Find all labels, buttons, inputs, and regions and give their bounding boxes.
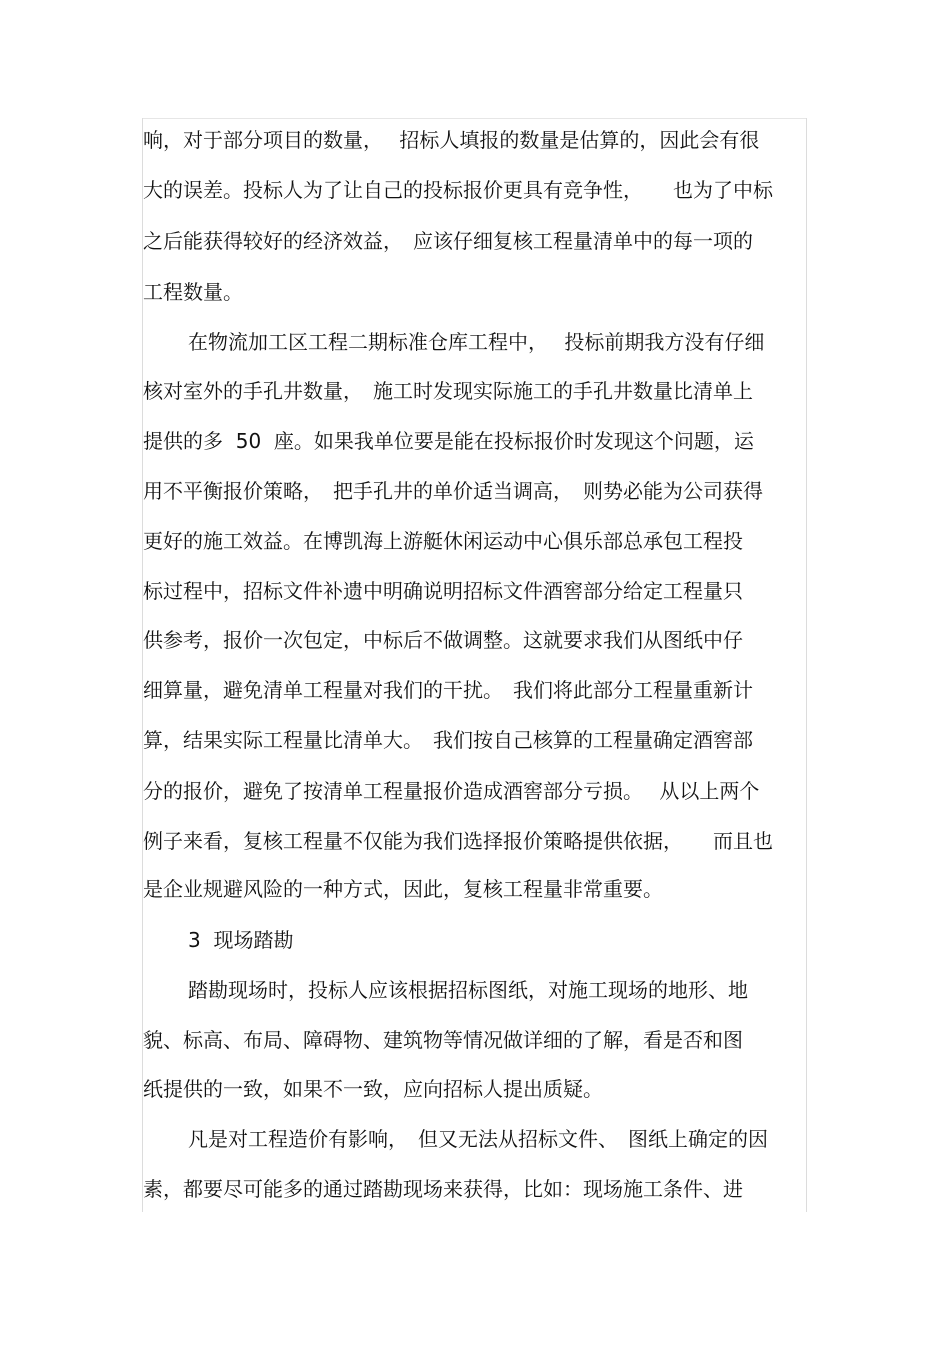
text-line: 细算量，避免清单工程量对我们的干扰。 我们将此部分工程量重新计: [143, 678, 753, 702]
text-line: 响，对于部分项目的数量， 招标人填报的数量是估算的，因此会有很: [143, 128, 760, 152]
text-line: 供参考，报价一次包定，中标后不做调整。这就要求我们从图纸中仔: [143, 628, 743, 652]
text-line: 分的报价，避免了按清单工程量报价造成酒窖部分亏损。 从以上两个: [143, 779, 760, 803]
text-line: 之后能获得较好的经济效益， 应该仔细复核工程量清单中的每一项的: [143, 229, 753, 253]
page-frame-right: [806, 118, 807, 1212]
text-line: 工程数量。: [143, 280, 243, 304]
paragraph-start: 踏勘现场时，投标人应该根据招标图纸，对施工现场的地形、地: [188, 978, 748, 1002]
page-frame-top: [142, 118, 807, 119]
section-heading: 3 现场踏勘: [188, 928, 294, 952]
text-line: 貌、标高、布局、障碍物、建筑物等情况做详细的了解，看是否和图: [143, 1028, 743, 1052]
paragraph-start: 凡是对工程造价有影响， 但又无法从招标文件、 图纸上确定的因: [188, 1127, 768, 1151]
text-line: 大的误差。投标人为了让自己的投标报价更具有竞争性， 也为了中标: [143, 178, 773, 202]
text-line: 纸提供的一致，如果不一致，应向招标人提出质疑。: [143, 1077, 603, 1101]
text-line: 更好的施工效益。在博凯海上游艇休闲运动中心俱乐部总承包工程投: [143, 529, 743, 553]
paragraph-start: 在物流加工区工程二期标准仓库工程中， 投标前期我方没有仔细: [188, 330, 765, 354]
text-line: 例子来看，复核工程量不仅能为我们选择报价策略提供依据， 而且也: [143, 829, 773, 853]
text-line: 用不平衡报价策略， 把手孔井的单价适当调高， 则势必能为公司获得: [143, 479, 763, 503]
text-line: 标过程中，招标文件补遗中明确说明招标文件酒窖部分给定工程量只: [143, 579, 743, 603]
text-line: 提供的多 50 座。如果我单位要是能在投标报价时发现这个问题，运: [143, 429, 754, 453]
text-line: 算，结果实际工程量比清单大。 我们按自己核算的工程量确定酒窖部: [143, 728, 753, 752]
text-line: 素，都要尽可能多的通过踏勘现场来获得，比如：现场施工条件、进: [143, 1177, 743, 1201]
text-line: 是企业规避风险的一种方式，因此，复核工程量非常重要。: [143, 877, 663, 901]
text-line: 核对室外的手孔井数量， 施工时发现实际施工的手孔井数量比清单上: [143, 379, 753, 403]
